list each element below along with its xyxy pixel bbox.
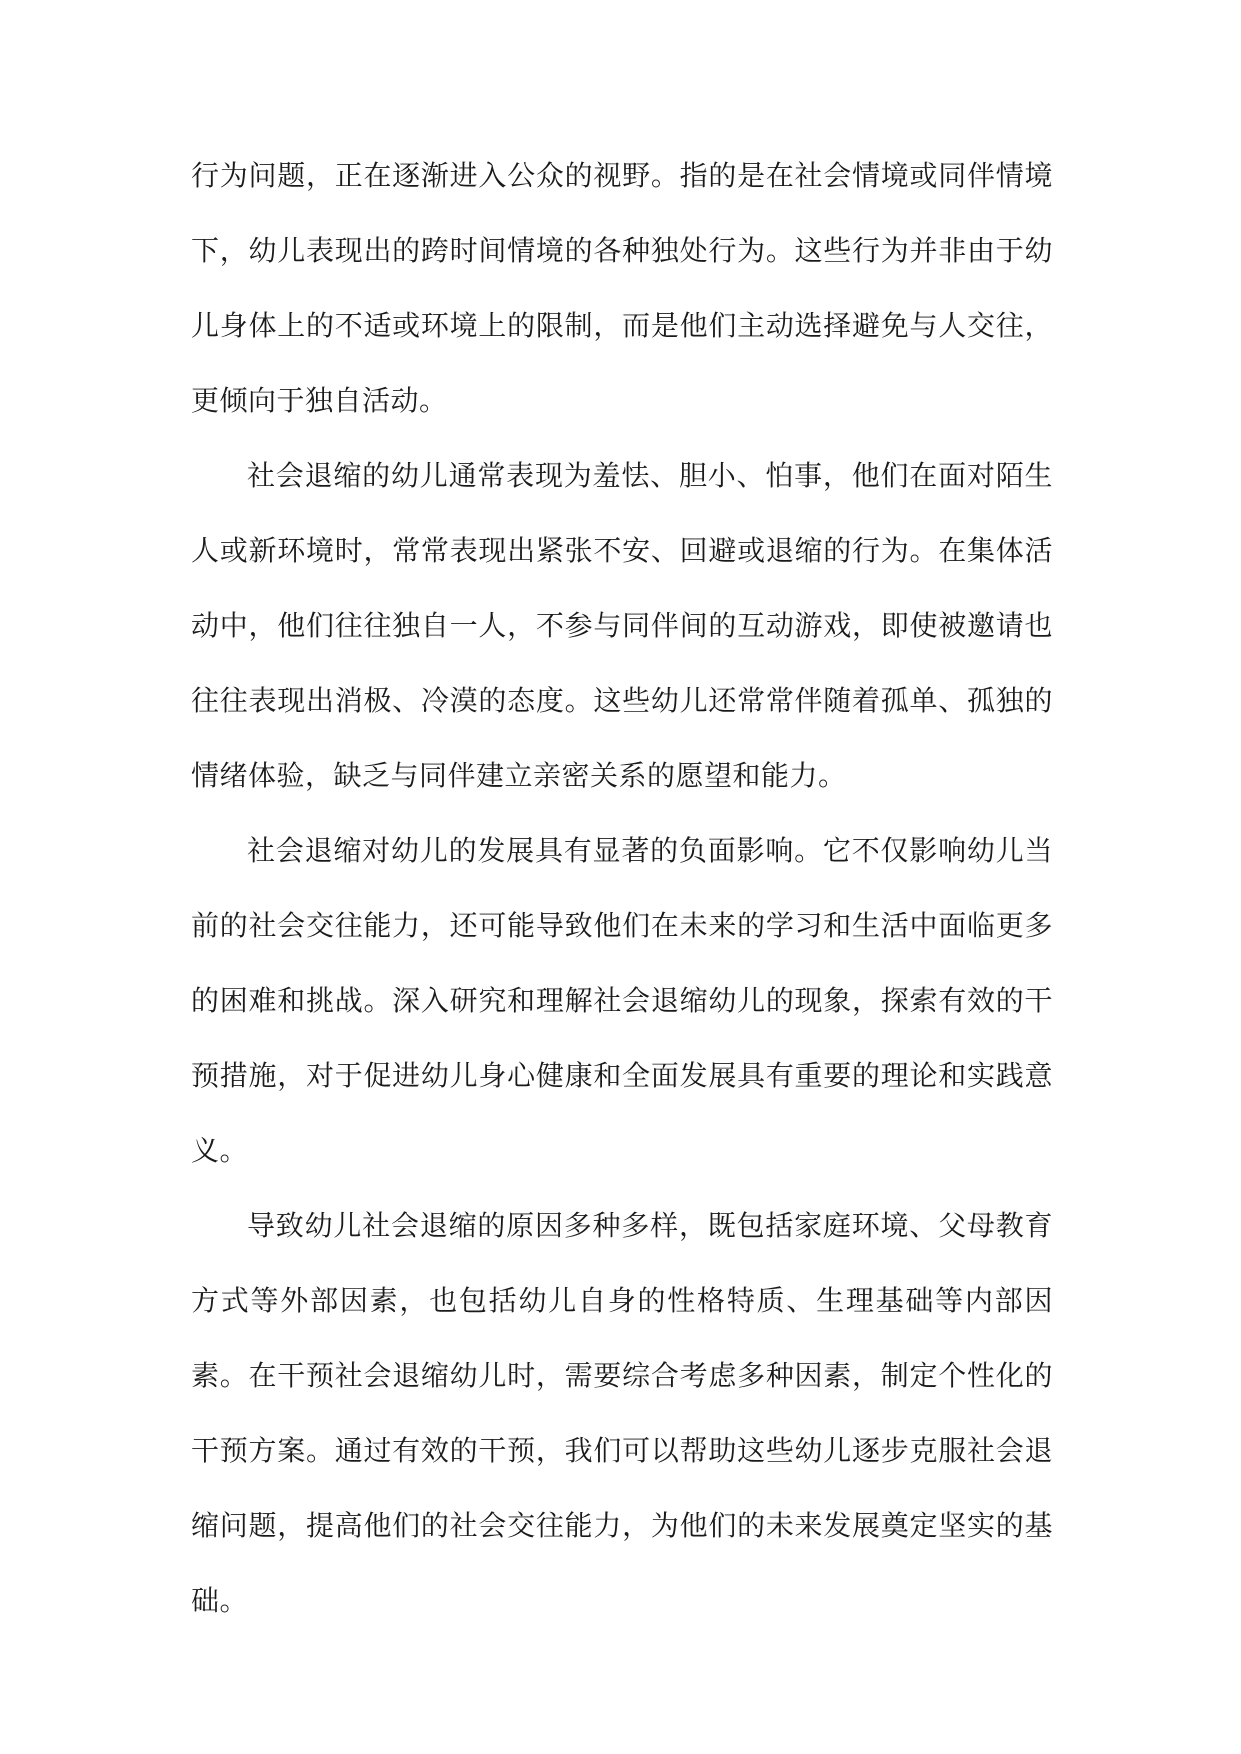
paragraph-continuation: 行为问题，正在逐渐进入公众的视野。指的是在社会情境或同伴情境下，幼儿表现出的跨时间情境的各种独处行为。这些行为并非由于幼儿身体上的不适或环境上的限制，而是他们主动选择避免与人交往，更倾向于独自活动。	[191, 159, 1053, 417]
paragraph: 社会退缩对幼儿的发展具有显著的负面影响。它不仅影响幼儿当前的社会交往能力，还可能导致他们在未来的学习和生活中面临更多的困难和挑战。深入研究和理解社会退缩幼儿的现象，探索有效的干预措施，对于促进幼儿身心健康和全面发展具有重要的理论和实践意义。	[191, 834, 1053, 1167]
paragraph: 社会退缩的幼儿通常表现为羞怯、胆小、怕事，他们在面对陌生人或新环境时，常常表现出紧张不安、回避或退缩的行为。在集体活动中，他们往往独自一人，不参与同伴间的互动游戏，即使被邀请也往往表现出消极、冷漠的态度。这些幼儿还常常伴随着孤单、孤独的情绪体验，缺乏与同伴建立亲密关系的愿望和能力。	[191, 459, 1053, 792]
body-text	[191, 138, 1053, 1638]
paragraph: 导致幼儿社会退缩的原因多种多样，既包括家庭环境、父母教育方式等外部因素，也包括幼儿自身的性格特质、生理基础等内部因素。在干预社会退缩幼儿时，需要综合考虑多种因素，制定个性化的干预方案。通过有效的干预，我们可以帮助这些幼儿逐步克服社会退缩问题，提高他们的社会交往能力，为他们的未来发展奠定坚实的基础。	[191, 1209, 1053, 1617]
